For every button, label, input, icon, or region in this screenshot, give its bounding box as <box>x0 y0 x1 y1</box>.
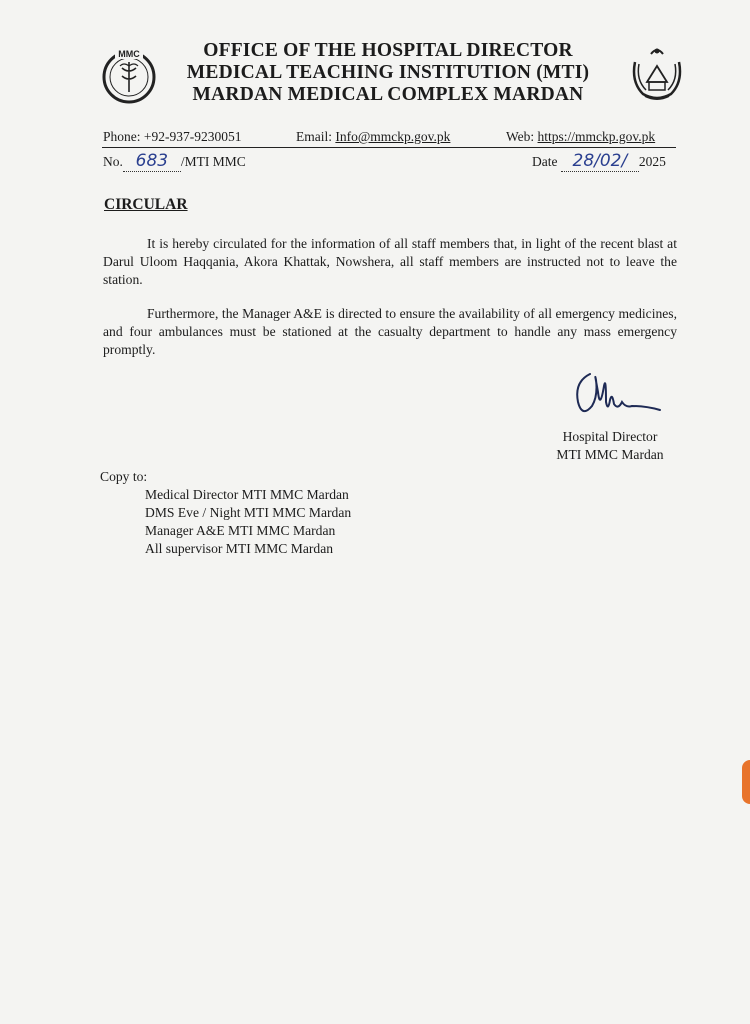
list-item: Medical Director MTI MMC Mardan <box>145 487 349 502</box>
copy-to-list <box>100 486 351 558</box>
handwritten-signature <box>568 362 668 430</box>
date-line <box>532 151 666 172</box>
no-label: No. <box>103 154 123 169</box>
paragraph-2: Furthermore, the Manager A&E is directed to ensure the availability of all emergency medicines, and four ambulances must be stationed at the casualty department to handle any mass emergency promptly. <box>103 306 677 357</box>
list-item: DMS Eve / Night MTI MMC Mardan <box>145 505 352 520</box>
letterhead-line-3: MARDAN MEDICAL COMPLEX MARDAN <box>192 84 584 105</box>
svg-text:MMC: MMC <box>118 49 140 59</box>
phone-number: +92-937-9230051 <box>143 129 242 144</box>
edge-mark <box>742 760 750 804</box>
circular-title: CIRCULAR <box>104 196 188 213</box>
mmc-logo <box>100 46 158 104</box>
signatory-title: Hospital Director <box>562 429 658 444</box>
web-label: Web: <box>506 129 535 144</box>
date-label: Date <box>532 154 558 169</box>
signature-block <box>540 428 680 464</box>
header-rule <box>102 147 676 148</box>
list-item: Manager A&E MTI MMC Mardan <box>145 523 336 538</box>
reference-number <box>103 151 246 172</box>
letterhead-line-2: MEDICAL TEACHING INSTITUTION (MTI) <box>186 62 590 83</box>
letterhead-line-1: OFFICE OF THE HOSPITAL DIRECTOR <box>203 40 573 61</box>
email-line <box>296 129 450 145</box>
handwritten-number: 683 <box>135 151 169 171</box>
phone-label: Phone: <box>103 129 141 144</box>
phone-line <box>103 129 242 145</box>
copy-to-section <box>100 468 351 558</box>
email-link[interactable]: Info@mmckp.gov.pk <box>335 129 451 144</box>
web-link[interactable]: https://mmckp.gov.pk <box>537 129 656 144</box>
email-label: Email: <box>296 129 332 144</box>
no-suffix: /MTI MMC <box>180 154 246 169</box>
letterhead-title <box>160 40 616 106</box>
date-year: 2025 <box>638 154 666 169</box>
list-item: All supervisor MTI MMC Mardan <box>145 541 334 556</box>
copy-to-label: Copy to: <box>100 469 148 484</box>
handwritten-date: 28/02/ <box>572 151 628 171</box>
web-line <box>506 129 655 145</box>
paragraph-1: It is hereby circulated for the information of all staff members that, in light of the recent blast at Darul Uloom Haqqania, Akora Khattak, Nowshera, all staff members are instructed not to leave the station. <box>103 236 677 287</box>
signatory-org: MTI MMC Mardan <box>556 447 664 462</box>
kp-emblem-icon <box>627 42 687 104</box>
